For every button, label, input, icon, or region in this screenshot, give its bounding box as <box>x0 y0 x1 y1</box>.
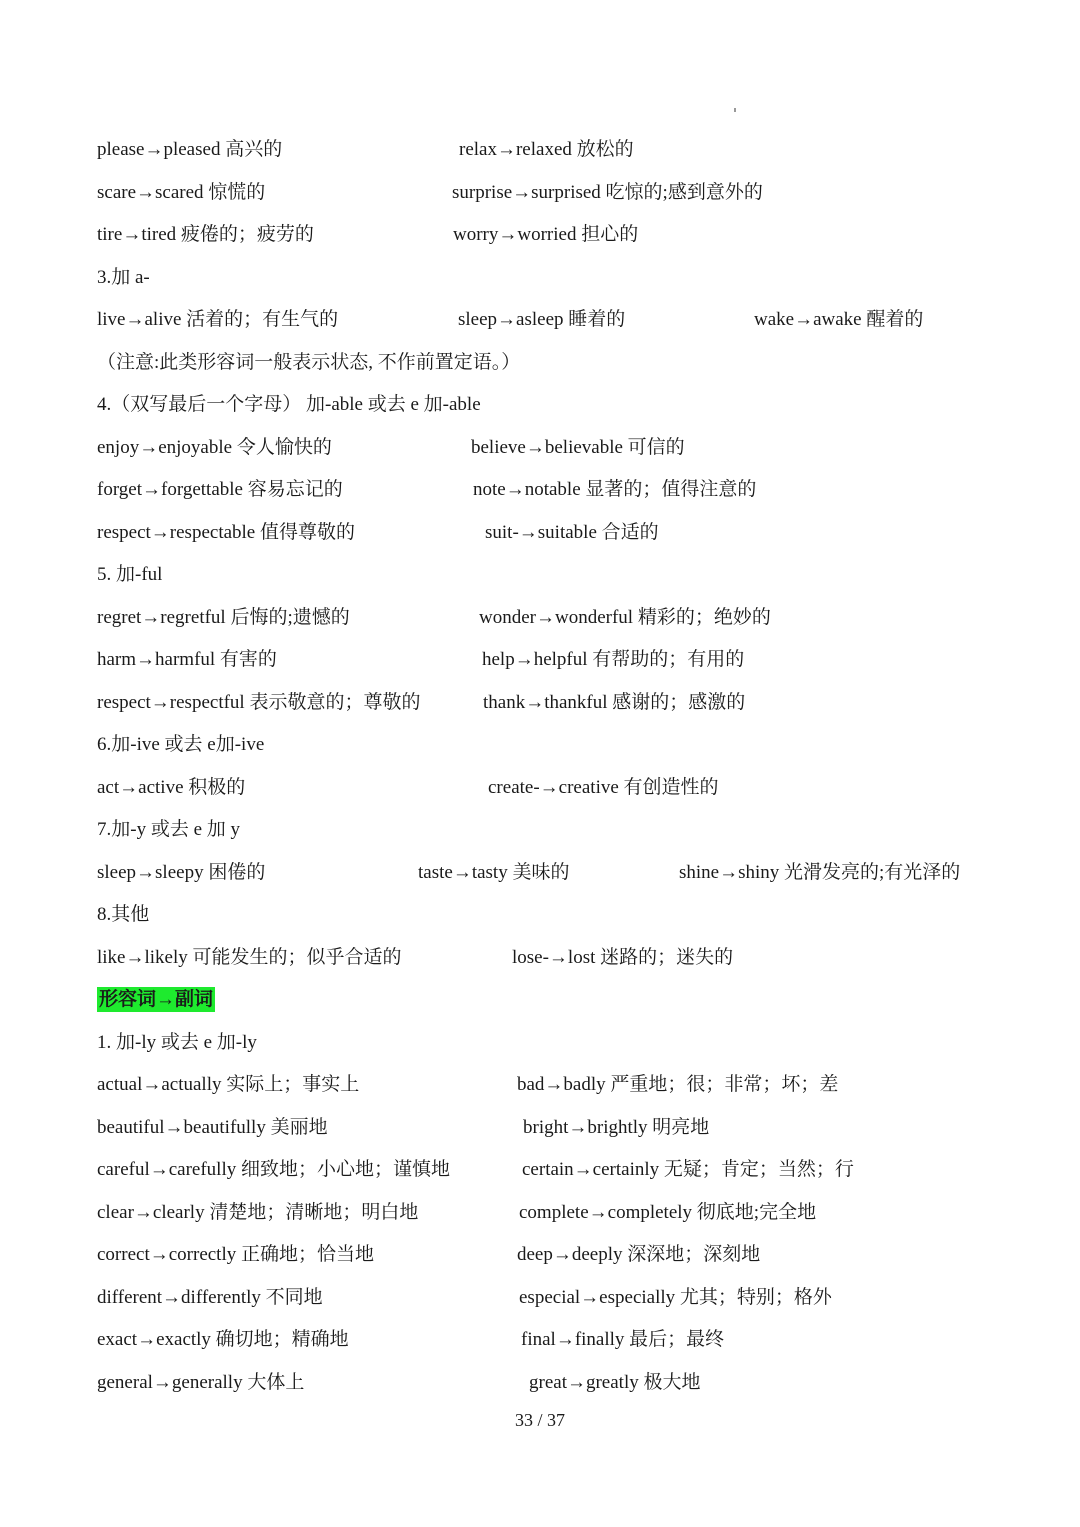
list-item: enjoy→enjoyable 令人愉快的 <box>97 437 332 458</box>
list-item: sleep→sleepy 困倦的 <box>97 862 266 883</box>
list-item: careful→carefully 细致地；小心地；谨慎地 <box>97 1159 450 1180</box>
list-item: final→finally 最后；最终 <box>521 1329 725 1350</box>
list-item: suit-→suitable 合适的 <box>485 522 659 543</box>
list-item: sleep→asleep 睡着的 <box>458 309 626 330</box>
list-item: thank→thankful 感谢的；感激的 <box>483 692 746 713</box>
list-item: wake→awake 醒着的 <box>754 309 924 330</box>
list-item: like→likely 可能发生的；似乎合适的 <box>97 947 402 968</box>
list-item: respect→respectable 值得尊敬的 <box>97 522 355 543</box>
page-number: 33 / 37 <box>514 1410 565 1430</box>
list-item: respect→respectful 表示敬意的；尊敬的 <box>97 692 421 713</box>
list-item: help→helpful 有帮助的；有用的 <box>482 649 745 670</box>
list-item: surprise→surprised 吃惊的;感到意外的 <box>452 182 763 203</box>
list-item: lose-→lost 迷路的；迷失的 <box>512 947 734 968</box>
list-item: wonder→wonderful 精彩的；绝妙的 <box>479 607 771 628</box>
list-item: correct→correctly 正确地；恰当地 <box>97 1244 374 1265</box>
list-item: please→pleased 高兴的 <box>97 139 283 160</box>
list-item: great→greatly 极大地 <box>529 1372 701 1393</box>
section-heading: 3.加 a- <box>97 267 150 288</box>
list-item: bad→badly 严重地；很；非常；坏；差 <box>517 1074 839 1095</box>
scan-mark <box>734 108 736 112</box>
list-item: harm→harmful 有害的 <box>97 649 277 670</box>
list-item: certain→certainly 无疑；肯定；当然；行 <box>522 1159 854 1180</box>
list-item: regret→regretful 后悔的;遗憾的 <box>97 607 350 628</box>
section-heading: 7.加-y 或去 e 加 y <box>97 819 241 840</box>
list-item: shine→shiny 光滑发亮的;有光泽的 <box>679 862 961 883</box>
list-item: tire→tired 疲倦的；疲劳的 <box>97 224 314 245</box>
list-item: bright→brightly 明亮地 <box>523 1117 710 1138</box>
list-item: complete→completely 彻底地;完全地 <box>519 1202 817 1223</box>
section-heading: 8.其他 <box>97 904 150 925</box>
list-item: beautiful→beautifully 美丽地 <box>97 1117 328 1138</box>
list-item: different→differently 不同地 <box>97 1287 323 1308</box>
highlighted-heading <box>97 988 215 1012</box>
list-item: especial→especially 尤其；特别；格外 <box>519 1287 832 1308</box>
note-text: （注意:此类形容词一般表示状态, 不作前置定语。） <box>97 352 521 373</box>
list-item: general→generally 大体上 <box>97 1372 305 1393</box>
section-heading: 6.加-ive 或去 e加-ive <box>97 734 265 755</box>
section-heading: 4.（双写最后一个字母） 加-able 或去 e 加-able <box>97 394 481 415</box>
list-item: live→alive 活着的；有生气的 <box>97 309 339 330</box>
list-item: clear→clearly 清楚地；清晰地；明白地 <box>97 1202 419 1223</box>
list-item: create-→creative 有创造性的 <box>488 777 719 798</box>
list-item: deep→deeply 深深地；深刻地 <box>517 1244 761 1265</box>
list-item: scare→scared 惊慌的 <box>97 182 266 203</box>
list-item: worry→worried 担心的 <box>453 224 639 245</box>
list-item: exact→exactly 确切地；精确地 <box>97 1329 349 1350</box>
section-heading: 1. 加-ly 或去 e 加-ly <box>97 1032 257 1053</box>
list-item: actual→actually 实际上；事实上 <box>97 1074 360 1095</box>
list-item: act→active 积极的 <box>97 777 246 798</box>
highlight-label: 形容词→副词 <box>99 989 214 1010</box>
list-item: believe→believable 可信的 <box>471 437 685 458</box>
list-item: relax→relaxed 放松的 <box>459 139 634 160</box>
list-item: note→notable 显著的；值得注意的 <box>473 479 757 500</box>
section-heading: 5. 加-ful <box>97 564 163 585</box>
list-item: taste→tasty 美味的 <box>418 862 570 883</box>
list-item: forget→forgettable 容易忘记的 <box>97 479 343 500</box>
